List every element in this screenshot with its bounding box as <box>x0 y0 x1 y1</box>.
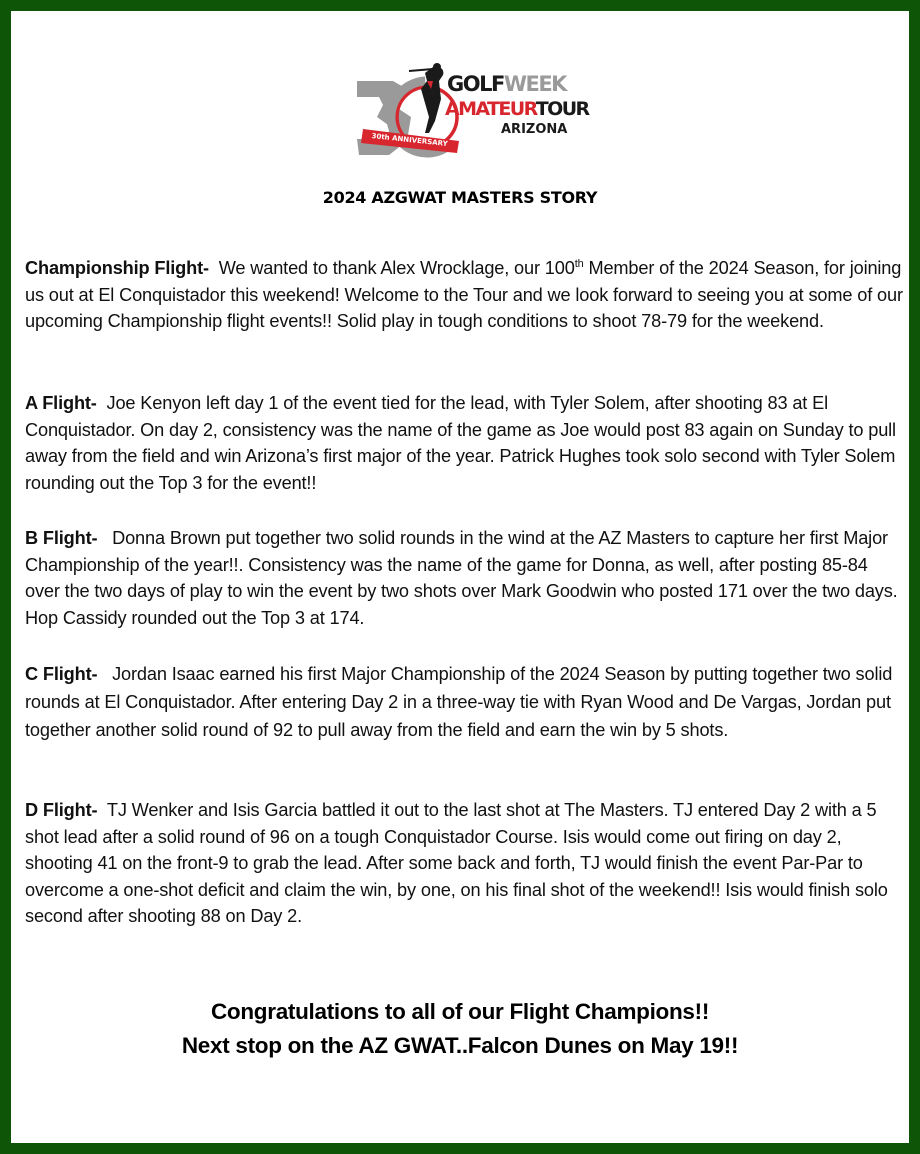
logo-golfweek-text: GOLFWEEK <box>447 72 566 96</box>
ordinal-suffix: th <box>574 258 584 270</box>
championship-flight-label: Championship Flight- <box>25 258 209 278</box>
b-flight-label: B Flight- <box>25 528 98 548</box>
c-flight-text: Jordan Isaac earned his first Major Championship of the 2024 Season by putting together two solid rounds at El Conquistador. After entering Day 2 in a three-way tie with Ryan Wood and De Vargas, Jordan put together another solid round of 92 to pull away from the field and earn the win by 5 shots. <box>25 664 898 740</box>
championship-flight-text-post: Member of the 2024 Season, for joining us out at El Conquistador this weekend! Welcome to the Tour and we look forward to seeing you at some of our upcoming Championship flight events!! Solid play in tough conditions to shoot 78-79 for the weekend. <box>25 258 903 332</box>
a-flight-text: Joe Kenyon left day 1 of the event tied for the lead, with Tyler Solem, after shooting 83 at El Conquistador. On day 2, consistency was the name of the game as Joe would post 83 again on Sunday to pull away from the field and win Arizona’s first major of the year. Patrick Hughes took solo second with Tyler Solem rounding out the Top 3 for the event!! <box>25 393 901 493</box>
logo-amateurtour-text: AMATEURTOUR <box>445 98 589 120</box>
d-flight-label: D Flight- <box>25 800 98 820</box>
page-title: 2024 AZGWAT MASTERS STORY <box>322 188 598 207</box>
golfer-icon <box>409 63 443 133</box>
logo-ribbon-text: 30th ANNIVERSARY <box>371 132 449 149</box>
golfweek-amateur-tour-logo <box>349 59 594 159</box>
d-flight-paragraph <box>25 797 905 930</box>
b-flight-paragraph <box>25 525 905 631</box>
document-page <box>11 11 909 1143</box>
closing-message <box>11 995 909 1063</box>
d-flight-text: TJ Wenker and Isis Garcia battled it out to the last shot at The Masters. TJ entered Day 2 with a 5 shot lead after a solid round of 96 on a tough Conquistador Course. Isis would come out firing on day 2, shooting 41 on the front-9 to grab the lead. After some back and forth, TJ would finish the event Par-Par to overcome a one-shot deficit and claim the win, by one, on his final shot of the weekend!! Isis would finish solo second after shooting 88 on Day 2. <box>25 800 893 927</box>
a-flight-paragraph <box>25 390 905 496</box>
c-flight-paragraph <box>25 660 905 744</box>
closing-next-stop: Next stop on the AZ GWAT..Falcon Dunes on May 19!! <box>181 1033 739 1058</box>
closing-congratulations: Congratulations to all of our Flight Champions!! <box>210 999 710 1024</box>
b-flight-text: Donna Brown put together two solid rounds in the wind at the AZ Masters to capture her first Major Championship of the year!!. Consistency was the name of the game for Donna, as well, after posting 85-84 over the two days of play to win the event by two shots over Mark Goodwin who posted 171 over the two days. Hop Cassidy rounded out the Top 3 at 174. <box>25 528 903 628</box>
championship-flight-paragraph <box>25 255 905 335</box>
championship-flight-text-pre: We wanted to thank Alex Wrocklage, our 100 <box>208 258 575 278</box>
c-flight-label: C Flight- <box>25 664 98 684</box>
logo-graphic <box>349 59 594 159</box>
logo-arizona-text: ARIZONA <box>501 122 568 137</box>
a-flight-label: A Flight- <box>25 393 97 413</box>
